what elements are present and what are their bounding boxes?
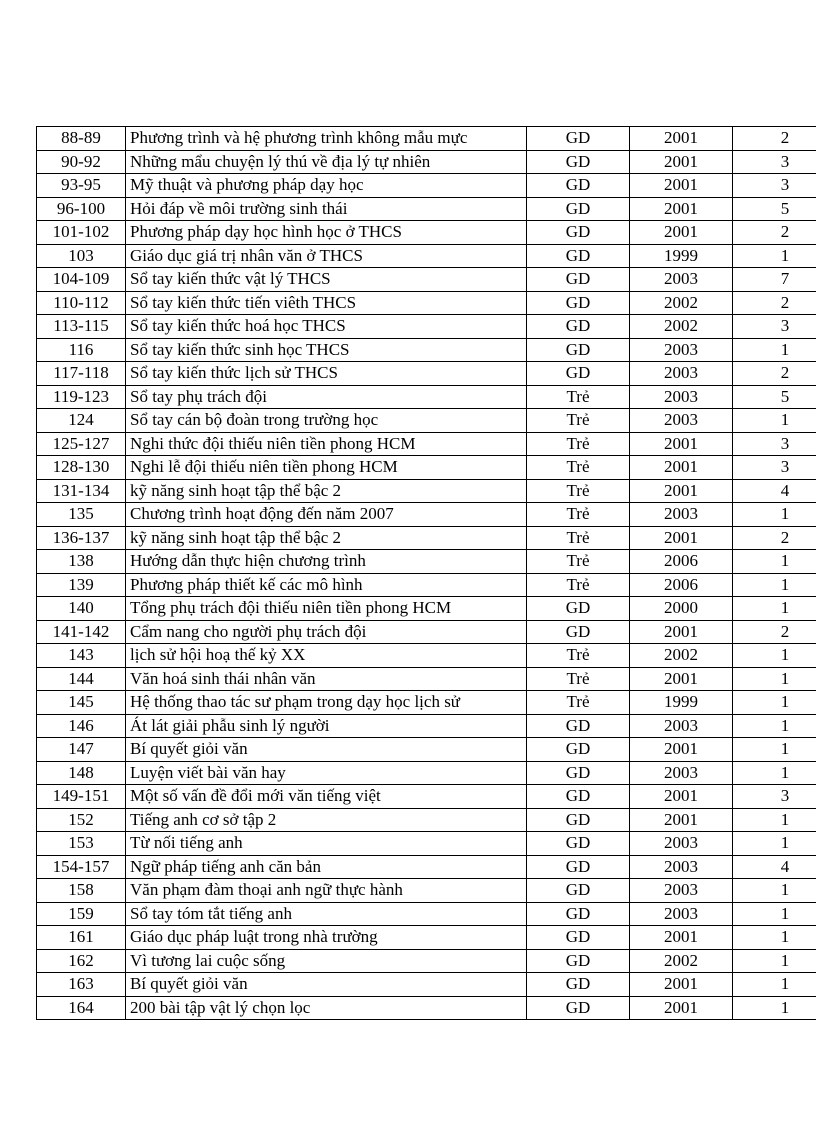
table-row (37, 479, 816, 503)
cell-quantity: 1 (733, 832, 816, 856)
cell-quantity: 3 (733, 174, 816, 198)
cell-quantity: 4 (733, 479, 816, 503)
cell-code: 124 (37, 409, 126, 433)
cell-quantity: 1 (733, 691, 816, 715)
cell-year: 2003 (630, 268, 733, 292)
cell-title: Bí quyết giỏi văn (126, 973, 527, 997)
cell-year: 2003 (630, 362, 733, 386)
cell-title: Sổ tay kiến thức sinh học THCS (126, 338, 527, 362)
table-row (37, 597, 816, 621)
cell-publisher: GD (527, 221, 630, 245)
cell-code: 159 (37, 902, 126, 926)
cell-title: Vì tương lai cuộc sống (126, 949, 527, 973)
cell-year: 2001 (630, 996, 733, 1020)
cell-code: 116 (37, 338, 126, 362)
cell-title: Văn phạm đàm thoại anh ngữ thực hành (126, 879, 527, 903)
cell-quantity: 2 (733, 526, 816, 550)
cell-title: Phương pháp thiết kế các mô hình (126, 573, 527, 597)
table-row (37, 432, 816, 456)
cell-year: 2001 (630, 808, 733, 832)
cell-title: Những mẩu chuyện lý thú về địa lý tự nhiên (126, 150, 527, 174)
cell-publisher: Trẻ (527, 503, 630, 527)
table-body (37, 127, 816, 1020)
cell-publisher: Trẻ (527, 526, 630, 550)
table-row (37, 385, 816, 409)
cell-code: 161 (37, 926, 126, 950)
cell-publisher: Trẻ (527, 691, 630, 715)
cell-publisher: GD (527, 761, 630, 785)
cell-publisher: GD (527, 127, 630, 151)
cell-publisher: GD (527, 926, 630, 950)
cell-year: 2001 (630, 526, 733, 550)
table-row (37, 879, 816, 903)
cell-year: 2002 (630, 291, 733, 315)
cell-code: 110-112 (37, 291, 126, 315)
cell-title: Sổ tay kiến thức tiến viêth THCS (126, 291, 527, 315)
cell-title: Một số vấn đề đổi mới văn tiếng việt (126, 785, 527, 809)
cell-year: 2006 (630, 550, 733, 574)
cell-publisher: GD (527, 996, 630, 1020)
cell-publisher: GD (527, 597, 630, 621)
table-row (37, 315, 816, 339)
cell-code: 117-118 (37, 362, 126, 386)
cell-code: 125-127 (37, 432, 126, 456)
cell-publisher: Trẻ (527, 644, 630, 668)
cell-quantity: 1 (733, 338, 816, 362)
cell-title: Cẩm nang cho người phụ trách đội (126, 620, 527, 644)
cell-code: 136-137 (37, 526, 126, 550)
cell-title: Bí quyết giỏi văn (126, 738, 527, 762)
cell-year: 2002 (630, 949, 733, 973)
cell-title: Giáo dục pháp luật trong nhà trường (126, 926, 527, 950)
cell-title: kỹ năng sinh hoạt tập thể bậc 2 (126, 479, 527, 503)
cell-title: lịch sử hội hoạ thế kỷ XX (126, 644, 527, 668)
cell-code: 101-102 (37, 221, 126, 245)
table-row (37, 644, 816, 668)
cell-publisher: GD (527, 315, 630, 339)
cell-quantity: 1 (733, 503, 816, 527)
cell-title: Sổ tay tóm tắt tiếng anh (126, 902, 527, 926)
cell-title: kỹ năng sinh hoạt tập thể bậc 2 (126, 526, 527, 550)
table-row (37, 456, 816, 480)
cell-code: 154-157 (37, 855, 126, 879)
cell-publisher: Trẻ (527, 550, 630, 574)
cell-title: Sổ tay phụ trách đội (126, 385, 527, 409)
cell-year: 2001 (630, 973, 733, 997)
cell-quantity: 2 (733, 620, 816, 644)
cell-code: 162 (37, 949, 126, 973)
cell-quantity: 1 (733, 714, 816, 738)
cell-quantity: 1 (733, 761, 816, 785)
table-row (37, 338, 816, 362)
cell-year: 2002 (630, 315, 733, 339)
cell-code: 119-123 (37, 385, 126, 409)
cell-publisher: GD (527, 362, 630, 386)
cell-title: Sổ tay cán bộ đoàn trong trường học (126, 409, 527, 433)
table-row (37, 526, 816, 550)
cell-quantity: 1 (733, 738, 816, 762)
cell-publisher: GD (527, 174, 630, 198)
cell-publisher: GD (527, 879, 630, 903)
cell-code: 146 (37, 714, 126, 738)
cell-publisher: Trẻ (527, 479, 630, 503)
cell-code: 163 (37, 973, 126, 997)
cell-year: 2001 (630, 150, 733, 174)
cell-publisher: Trẻ (527, 667, 630, 691)
cell-code: 138 (37, 550, 126, 574)
table-row (37, 244, 816, 268)
cell-publisher: GD (527, 291, 630, 315)
cell-year: 2003 (630, 855, 733, 879)
cell-year: 2003 (630, 409, 733, 433)
table-row (37, 409, 816, 433)
cell-year: 2000 (630, 597, 733, 621)
cell-quantity: 1 (733, 973, 816, 997)
cell-publisher: GD (527, 785, 630, 809)
table-row (37, 573, 816, 597)
cell-publisher: Trẻ (527, 409, 630, 433)
cell-title: Sổ tay kiến thức hoá học THCS (126, 315, 527, 339)
cell-publisher: GD (527, 902, 630, 926)
cell-year: 2001 (630, 174, 733, 198)
cell-title: Phương trình và hệ phương trình không mẫu mực (126, 127, 527, 151)
table-row (37, 362, 816, 386)
cell-code: 152 (37, 808, 126, 832)
table-row (37, 667, 816, 691)
cell-quantity: 1 (733, 644, 816, 668)
cell-publisher: GD (527, 973, 630, 997)
table-row (37, 620, 816, 644)
cell-publisher: GD (527, 150, 630, 174)
table-row (37, 949, 816, 973)
book-inventory-table (36, 126, 816, 1020)
table-row (37, 221, 816, 245)
table-row (37, 855, 816, 879)
table-row (37, 174, 816, 198)
cell-code: 153 (37, 832, 126, 856)
cell-code: 90-92 (37, 150, 126, 174)
cell-quantity: 1 (733, 573, 816, 597)
cell-quantity: 2 (733, 221, 816, 245)
table-row (37, 714, 816, 738)
cell-code: 148 (37, 761, 126, 785)
cell-quantity: 7 (733, 268, 816, 292)
cell-year: 2001 (630, 456, 733, 480)
cell-year: 2003 (630, 902, 733, 926)
cell-publisher: GD (527, 268, 630, 292)
cell-title: Văn hoá sinh thái nhân văn (126, 667, 527, 691)
cell-year: 2001 (630, 667, 733, 691)
cell-quantity: 1 (733, 550, 816, 574)
cell-quantity: 3 (733, 150, 816, 174)
cell-year: 2001 (630, 221, 733, 245)
cell-quantity: 3 (733, 456, 816, 480)
cell-title: Ngữ pháp tiếng anh căn bản (126, 855, 527, 879)
cell-publisher: Trẻ (527, 573, 630, 597)
cell-quantity: 1 (733, 926, 816, 950)
table-row (37, 902, 816, 926)
cell-year: 2003 (630, 338, 733, 362)
cell-title: 200 bài tập vật lý chọn lọc (126, 996, 527, 1020)
cell-title: Nghi lễ đội thiếu niên tiền phong HCM (126, 456, 527, 480)
cell-year: 2001 (630, 432, 733, 456)
cell-code: 143 (37, 644, 126, 668)
cell-code: 139 (37, 573, 126, 597)
cell-quantity: 1 (733, 902, 816, 926)
cell-year: 2003 (630, 832, 733, 856)
cell-year: 2001 (630, 738, 733, 762)
cell-quantity: 1 (733, 996, 816, 1020)
cell-publisher: GD (527, 808, 630, 832)
cell-quantity: 1 (733, 879, 816, 903)
table-row (37, 691, 816, 715)
cell-publisher: GD (527, 832, 630, 856)
cell-title: Giáo dục giá trị nhân văn ở THCS (126, 244, 527, 268)
cell-code: 147 (37, 738, 126, 762)
table-row (37, 808, 816, 832)
cell-year: 2003 (630, 385, 733, 409)
cell-quantity: 5 (733, 197, 816, 221)
table-row (37, 926, 816, 950)
cell-quantity: 3 (733, 785, 816, 809)
cell-year: 2001 (630, 926, 733, 950)
cell-code: 164 (37, 996, 126, 1020)
cell-year: 2003 (630, 714, 733, 738)
cell-publisher: Trẻ (527, 432, 630, 456)
cell-quantity: 1 (733, 597, 816, 621)
cell-title: Hệ thống thao tác sư phạm trong dạy học lịch sử (126, 691, 527, 715)
cell-quantity: 1 (733, 244, 816, 268)
cell-year: 2006 (630, 573, 733, 597)
cell-code: 144 (37, 667, 126, 691)
cell-publisher: GD (527, 197, 630, 221)
cell-title: Sổ tay kiến thức lịch sử THCS (126, 362, 527, 386)
cell-publisher: GD (527, 244, 630, 268)
table-row (37, 503, 816, 527)
cell-code: 131-134 (37, 479, 126, 503)
table-row (37, 127, 816, 151)
cell-title: Hỏi đáp về môi trường sinh thái (126, 197, 527, 221)
table-row (37, 550, 816, 574)
cell-year: 2001 (630, 197, 733, 221)
table-row (37, 973, 816, 997)
cell-title: Sổ tay kiến thức vật lý THCS (126, 268, 527, 292)
cell-publisher: GD (527, 949, 630, 973)
cell-title: Mỹ thuật và phương pháp dạy học (126, 174, 527, 198)
cell-quantity: 2 (733, 362, 816, 386)
table-row (37, 197, 816, 221)
cell-year: 2001 (630, 127, 733, 151)
cell-year: 1999 (630, 244, 733, 268)
cell-year: 2003 (630, 761, 733, 785)
cell-code: 145 (37, 691, 126, 715)
cell-code: 135 (37, 503, 126, 527)
table-row (37, 268, 816, 292)
cell-code: 93-95 (37, 174, 126, 198)
table-row (37, 996, 816, 1020)
cell-publisher: GD (527, 738, 630, 762)
table-row (37, 832, 816, 856)
cell-code: 158 (37, 879, 126, 903)
cell-code: 113-115 (37, 315, 126, 339)
cell-title: Tổng phụ trách đội thiếu niên tiền phong HCM (126, 597, 527, 621)
cell-publisher: GD (527, 338, 630, 362)
cell-quantity: 4 (733, 855, 816, 879)
table-row (37, 785, 816, 809)
cell-year: 2001 (630, 620, 733, 644)
cell-quantity: 3 (733, 315, 816, 339)
table-row (37, 738, 816, 762)
cell-code: 128-130 (37, 456, 126, 480)
cell-year: 2003 (630, 879, 733, 903)
cell-title: Luyện viết bài văn hay (126, 761, 527, 785)
cell-title: Hướng dẫn thực hiện chương trình (126, 550, 527, 574)
cell-quantity: 1 (733, 409, 816, 433)
cell-year: 2001 (630, 785, 733, 809)
cell-code: 88-89 (37, 127, 126, 151)
cell-title: Từ nối tiếng anh (126, 832, 527, 856)
cell-publisher: GD (527, 855, 630, 879)
cell-title: Tiếng anh cơ sở tập 2 (126, 808, 527, 832)
cell-code: 96-100 (37, 197, 126, 221)
cell-title: Phương pháp dạy học hình học ở THCS (126, 221, 527, 245)
cell-year: 2003 (630, 503, 733, 527)
table-row (37, 761, 816, 785)
cell-publisher: GD (527, 620, 630, 644)
cell-publisher: Trẻ (527, 456, 630, 480)
cell-title: Chương trình hoạt động đến năm 2007 (126, 503, 527, 527)
cell-code: 141-142 (37, 620, 126, 644)
cell-quantity: 1 (733, 808, 816, 832)
table-row (37, 291, 816, 315)
cell-publisher: GD (527, 714, 630, 738)
cell-quantity: 3 (733, 432, 816, 456)
cell-year: 2001 (630, 479, 733, 503)
cell-code: 104-109 (37, 268, 126, 292)
cell-quantity: 5 (733, 385, 816, 409)
cell-code: 149-151 (37, 785, 126, 809)
cell-publisher: Trẻ (527, 385, 630, 409)
cell-title: Át lát giải phẫu sinh lý người (126, 714, 527, 738)
cell-title: Nghi thức đội thiếu niên tiền phong HCM (126, 432, 527, 456)
table-row (37, 150, 816, 174)
cell-code: 140 (37, 597, 126, 621)
cell-quantity: 2 (733, 127, 816, 151)
cell-quantity: 2 (733, 291, 816, 315)
cell-quantity: 1 (733, 667, 816, 691)
cell-quantity: 1 (733, 949, 816, 973)
cell-code: 103 (37, 244, 126, 268)
cell-year: 2002 (630, 644, 733, 668)
cell-year: 1999 (630, 691, 733, 715)
